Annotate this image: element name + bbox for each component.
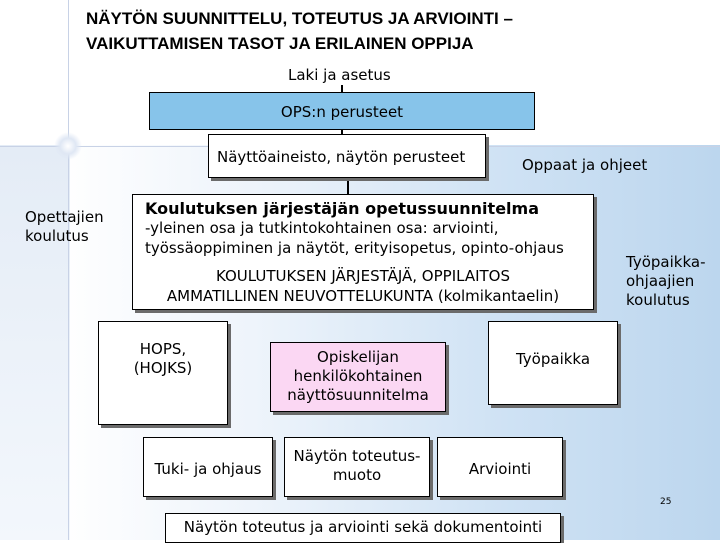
slide-title [86,6,686,56]
tyopaikkaohjaajien-line-3: koulutus [626,291,690,309]
tyopaikkaohjaajien-line-1: Työpaikka- [626,253,706,271]
decorative-sparkle [54,132,82,160]
ops-perusteet-box [149,92,535,130]
ops-perusteet-label: OPS:n perusteet [280,103,404,121]
arviointi-box [437,437,563,497]
koulutuksen-ops-desc-line-2: työssäoppiminen ja näytöt, erityisopetus, opinto-ohjaus [145,239,564,257]
tyopaikkaohjaajien-line-2: ohjaajien [626,272,695,290]
koulutuksen-jarjestajan-ops-title: Koulutuksen järjestäjän opetussuunnitelma [145,199,539,218]
tuki-ja-ohjaus-box [143,437,273,497]
opiskelijan-line-1: Opiskelijan [317,348,399,366]
nayttoaineisto-label: Näyttöaineisto, näytön perusteet [217,148,466,166]
opettajien-koulutus-label [25,208,104,246]
hops-box [98,321,228,425]
decorative-vertical-line [68,0,69,540]
koulutuksen-ops-desc-line-1: -yleinen osa ja tutkintokohtainen osa: arviointi, [145,219,499,237]
nayton-toteutusmuoto-line-1: Näytön toteutus- [293,447,421,465]
page-number: 25 [660,497,672,507]
nayton-toteutus-ja-arviointi-box [165,513,561,543]
koulutuksen-jarjestajan-ops-box [132,194,594,310]
title-line-1: NÄYTÖN SUUNNITTELU, TOTEUTUS JA ARVIOINTI – [86,9,513,28]
opettajien-line-1: Opettajien [25,208,104,226]
opiskelijan-line-3: näyttösuunnitelma [287,386,429,404]
hops-line-2: (HOJKS) [133,359,193,377]
jarjestaja-line-1: KOULUTUKSEN JÄRJESTÄJÄ, OPPILAITOS [215,267,511,285]
arviointi-label: Arviointi [468,460,532,478]
nayton-toteutusmuoto-box [284,437,430,497]
background-left-band [0,145,70,540]
opiskelijan-line-2: henkilökohtainen [293,367,423,385]
jarjestaja-line-2: AMMATILLINEN NEUVOTTELUKUNTA (kolmikantaelin) [166,287,560,305]
hops-line-1: HOPS, [139,340,187,358]
nayton-toteutusmuoto-line-2: muoto [332,466,382,484]
opiskelijan-nayttosuunnitelma-box [270,342,446,412]
oppaat-ja-ohjeet-label: Oppaat ja ohjeet [522,156,648,174]
tuki-ja-ohjaus-label: Tuki- ja ohjaus [154,460,262,478]
title-line-2: VAIKUTTAMISEN TASOT JA ERILAINEN OPPIJA [86,34,474,53]
nayton-toteutus-ja-arviointi-label: Näytön toteutus ja arviointi sekä dokumentointi [183,518,543,536]
tyopaikkaohjaajien-koulutus-label [626,253,705,310]
tyopaikka-label: Työpaikka [515,350,591,368]
nayttoaineisto-box [208,134,486,178]
laki-ja-asetus-label: Laki ja asetus [288,66,391,84]
tyopaikka-box [488,321,618,405]
opettajien-line-2: koulutus [25,227,89,245]
